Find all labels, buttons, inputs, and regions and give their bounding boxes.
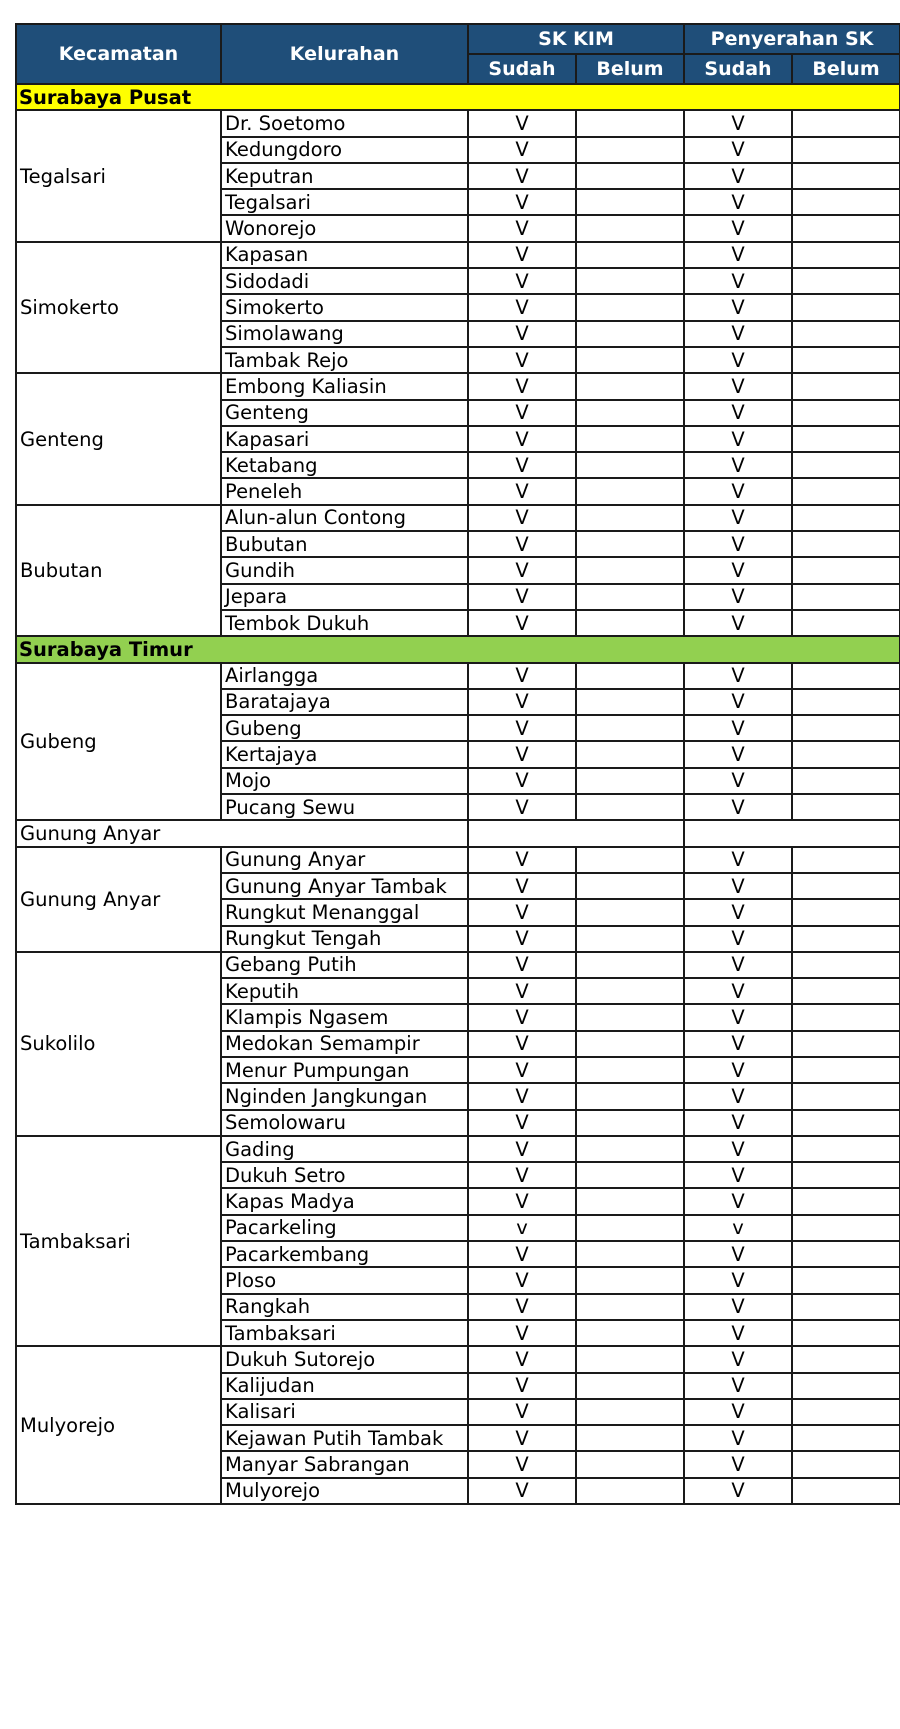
penyerahan-belum-cell (792, 1346, 900, 1372)
sk-kim-belum-cell (576, 400, 684, 426)
penyerahan-belum-cell (792, 1083, 900, 1109)
region-label: Surabaya Timur (16, 636, 900, 662)
sk-kim-sudah-cell: V (468, 1346, 576, 1372)
kelurahan-cell: Rangkah (221, 1294, 468, 1320)
penyerahan-sudah-cell: V (684, 847, 792, 873)
penyerahan-sudah-cell: V (684, 1478, 792, 1504)
sk-kim-belum-cell (576, 1057, 684, 1083)
penyerahan-belum-cell (792, 715, 900, 741)
sk-kim-sudah-cell: V (468, 847, 576, 873)
penyerahan-belum-cell (792, 137, 900, 163)
kelurahan-cell: Baratajaya (221, 689, 468, 715)
sk-kim-sudah-cell: V (468, 689, 576, 715)
sk-kim-sudah-cell: V (468, 242, 576, 268)
sk-kim-belum-cell (576, 531, 684, 557)
sk-kim-belum-cell (576, 978, 684, 1004)
sk-kim-belum-cell (576, 689, 684, 715)
table-row (16, 373, 900, 399)
penyerahan-belum-cell (792, 400, 900, 426)
sk-kim-sudah-cell: V (468, 347, 576, 373)
penyerahan-sudah-cell: V (684, 1188, 792, 1214)
sk-kim-sudah-cell: V (468, 321, 576, 347)
header-kecamatan: Kecamatan (16, 24, 221, 84)
sk-kim-belum-cell (576, 899, 684, 925)
kelurahan-cell: Pucang Sewu (221, 794, 468, 820)
header-sk-belum: Belum (576, 54, 684, 84)
sk-kim-sudah-cell: V (468, 899, 576, 925)
kecamatan-cell: Bubutan (16, 505, 221, 636)
empty-cell (684, 820, 900, 846)
penyerahan-sudah-cell: V (684, 505, 792, 531)
sk-kim-belum-cell (576, 1162, 684, 1188)
penyerahan-sudah-cell: V (684, 347, 792, 373)
sk-kim-belum-cell (576, 952, 684, 978)
kelurahan-cell: Kalisari (221, 1399, 468, 1425)
penyerahan-sudah-cell: V (684, 1294, 792, 1320)
penyerahan-sudah-cell: V (684, 452, 792, 478)
kelurahan-cell: Dr. Soetomo (221, 110, 468, 136)
sk-kim-sudah-cell: V (468, 1031, 576, 1057)
penyerahan-sudah-cell: V (684, 557, 792, 583)
sk-kim-belum-cell (576, 768, 684, 794)
header-kelurahan: Kelurahan (221, 24, 468, 84)
penyerahan-belum-cell (792, 1215, 900, 1241)
penyerahan-belum-cell (792, 1373, 900, 1399)
kelurahan-cell: Kertajaya (221, 741, 468, 767)
kelurahan-cell: Semolowaru (221, 1110, 468, 1136)
penyerahan-sudah-cell: V (684, 137, 792, 163)
penyerahan-belum-cell (792, 584, 900, 610)
penyerahan-belum-cell (792, 321, 900, 347)
penyerahan-belum-cell (792, 1162, 900, 1188)
sk-kim-belum-cell (576, 321, 684, 347)
kecamatan-cell: Gunung Anyar (16, 847, 221, 952)
sk-kim-belum-cell (576, 110, 684, 136)
penyerahan-belum-cell (792, 189, 900, 215)
region-label: Surabaya Pusat (16, 84, 900, 110)
table-row (16, 663, 900, 689)
sk-kim-sudah-cell: V (468, 978, 576, 1004)
penyerahan-sudah-cell: V (684, 110, 792, 136)
kecamatan-cell: Gunung Anyar (16, 820, 468, 846)
table-row (16, 110, 900, 136)
sk-kim-sudah-cell: V (468, 1110, 576, 1136)
sk-kim-sudah-cell: V (468, 1373, 576, 1399)
penyerahan-sudah-cell: V (684, 189, 792, 215)
penyerahan-belum-cell (792, 1004, 900, 1030)
sk-kim-sudah-cell: V (468, 1320, 576, 1346)
penyerahan-sudah-cell: V (684, 952, 792, 978)
kelurahan-cell: Gubeng (221, 715, 468, 741)
sk-kim-sudah-cell: V (468, 268, 576, 294)
penyerahan-sudah-cell: V (684, 1083, 792, 1109)
sk-kim-belum-cell (576, 1136, 684, 1162)
kecamatan-cell: Sukolilo (16, 952, 221, 1136)
sk-kim-sudah-cell: V (468, 1136, 576, 1162)
sk-kim-sudah-cell: V (468, 952, 576, 978)
kelurahan-cell: Kalijudan (221, 1373, 468, 1399)
kelurahan-cell: Nginden Jangkungan (221, 1083, 468, 1109)
sk-kim-sudah-cell: V (468, 373, 576, 399)
header-penyerahan-sudah: Sudah (684, 54, 792, 84)
kelurahan-cell: Simokerto (221, 294, 468, 320)
table-row (16, 820, 900, 846)
penyerahan-belum-cell (792, 242, 900, 268)
penyerahan-sudah-cell: V (684, 1451, 792, 1477)
sk-kim-belum-cell (576, 741, 684, 767)
penyerahan-belum-cell (792, 847, 900, 873)
sk-kim-sudah-cell: v (468, 1215, 576, 1241)
sk-kim-sudah-cell: V (468, 426, 576, 452)
penyerahan-sudah-cell: V (684, 242, 792, 268)
kelurahan-cell: Keputih (221, 978, 468, 1004)
penyerahan-sudah-cell: V (684, 1031, 792, 1057)
kelurahan-cell: Wonorejo (221, 215, 468, 241)
kelurahan-cell: Menur Pumpungan (221, 1057, 468, 1083)
penyerahan-belum-cell (792, 452, 900, 478)
table-row (16, 847, 900, 873)
kecamatan-cell: Mulyorejo (16, 1346, 221, 1504)
penyerahan-belum-cell (792, 1241, 900, 1267)
penyerahan-sudah-cell: V (684, 1110, 792, 1136)
kecamatan-cell: Tambaksari (16, 1136, 221, 1346)
sk-kim-sudah-cell: V (468, 584, 576, 610)
sk-kim-sudah-cell: V (468, 1399, 576, 1425)
kelurahan-cell: Jepara (221, 584, 468, 610)
header-penyerahan-sk: Penyerahan SK (684, 24, 900, 54)
kelurahan-cell: Sidodadi (221, 268, 468, 294)
sk-kim-sudah-cell: V (468, 294, 576, 320)
penyerahan-sudah-cell: V (684, 1399, 792, 1425)
sk-kim-belum-cell (576, 873, 684, 899)
penyerahan-sudah-cell: V (684, 899, 792, 925)
sk-kim-belum-cell (576, 715, 684, 741)
sk-kim-sudah-cell: V (468, 452, 576, 478)
penyerahan-sudah-cell: V (684, 873, 792, 899)
kelurahan-cell: Rungkut Tengah (221, 926, 468, 952)
kelurahan-cell: Pacarkeling (221, 1215, 468, 1241)
kecamatan-cell: Genteng (16, 373, 221, 504)
penyerahan-sudah-cell: V (684, 1373, 792, 1399)
kelurahan-cell: Gunung Anyar (221, 847, 468, 873)
kelurahan-cell: Ketabang (221, 452, 468, 478)
kelurahan-cell: Kedungdoro (221, 137, 468, 163)
sk-kim-sudah-cell: V (468, 715, 576, 741)
penyerahan-belum-cell (792, 899, 900, 925)
penyerahan-sudah-cell: V (684, 1241, 792, 1267)
table-row (16, 1346, 900, 1372)
kelurahan-cell: Gunung Anyar Tambak (221, 873, 468, 899)
penyerahan-belum-cell (792, 1136, 900, 1162)
sk-kim-belum-cell (576, 847, 684, 873)
sk-kim-belum-cell (576, 242, 684, 268)
kelurahan-cell: Tembok Dukuh (221, 610, 468, 636)
sk-kim-belum-cell (576, 1373, 684, 1399)
sk-kim-belum-cell (576, 1425, 684, 1451)
table-row (16, 1136, 900, 1162)
kelurahan-cell: Dukuh Sutorejo (221, 1346, 468, 1372)
sk-kim-belum-cell (576, 794, 684, 820)
sk-kim-sudah-cell: V (468, 1004, 576, 1030)
sk-kim-belum-cell (576, 1110, 684, 1136)
sk-kim-belum-cell (576, 584, 684, 610)
penyerahan-belum-cell (792, 294, 900, 320)
penyerahan-sudah-cell: V (684, 268, 792, 294)
status-table-sheet (15, 23, 899, 1725)
penyerahan-sudah-cell: V (684, 610, 792, 636)
kelurahan-cell: Simolawang (221, 321, 468, 347)
header-sk-kim: SK KIM (468, 24, 684, 54)
sk-kim-sudah-cell: V (468, 1241, 576, 1267)
penyerahan-belum-cell (792, 163, 900, 189)
sk-kim-belum-cell (576, 1451, 684, 1477)
penyerahan-sudah-cell: V (684, 1057, 792, 1083)
penyerahan-belum-cell (792, 478, 900, 504)
penyerahan-belum-cell (792, 1188, 900, 1214)
penyerahan-belum-cell (792, 610, 900, 636)
sk-kim-belum-cell (576, 1031, 684, 1057)
penyerahan-belum-cell (792, 1399, 900, 1425)
kelurahan-cell: Rungkut Menanggal (221, 899, 468, 925)
kelurahan-cell: Manyar Sabrangan (221, 1451, 468, 1477)
sk-kim-belum-cell (576, 663, 684, 689)
kelurahan-cell: Tegalsari (221, 189, 468, 215)
sk-kim-sudah-cell: V (468, 400, 576, 426)
penyerahan-sudah-cell: V (684, 584, 792, 610)
sk-kim-sudah-cell: V (468, 1294, 576, 1320)
sk-kim-belum-cell (576, 426, 684, 452)
penyerahan-belum-cell (792, 1110, 900, 1136)
penyerahan-belum-cell (792, 426, 900, 452)
sk-kim-sudah-cell: V (468, 531, 576, 557)
kelurahan-cell: Kejawan Putih Tambak (221, 1425, 468, 1451)
sk-kim-belum-cell (576, 478, 684, 504)
penyerahan-sudah-cell: V (684, 1162, 792, 1188)
kecamatan-cell: Simokerto (16, 242, 221, 373)
penyerahan-belum-cell (792, 1425, 900, 1451)
kelurahan-cell: Gading (221, 1136, 468, 1162)
sk-kim-belum-cell (576, 1004, 684, 1030)
sk-kim-belum-cell (576, 1478, 684, 1504)
sk-kim-sudah-cell: V (468, 137, 576, 163)
sk-kim-sudah-cell: V (468, 610, 576, 636)
sk-kim-belum-cell (576, 1320, 684, 1346)
sk-kim-belum-cell (576, 1294, 684, 1320)
penyerahan-belum-cell (792, 1478, 900, 1504)
penyerahan-belum-cell (792, 110, 900, 136)
penyerahan-belum-cell (792, 557, 900, 583)
sk-kim-sudah-cell: V (468, 741, 576, 767)
penyerahan-sudah-cell: V (684, 768, 792, 794)
penyerahan-sudah-cell: V (684, 741, 792, 767)
penyerahan-sudah-cell: V (684, 321, 792, 347)
penyerahan-belum-cell (792, 952, 900, 978)
sk-kim-belum-cell (576, 215, 684, 241)
kelurahan-cell: Dukuh Setro (221, 1162, 468, 1188)
penyerahan-belum-cell (792, 768, 900, 794)
penyerahan-belum-cell (792, 1057, 900, 1083)
kelurahan-cell: Ploso (221, 1267, 468, 1293)
sk-kim-sudah-cell: V (468, 768, 576, 794)
kelurahan-cell: Gundih (221, 557, 468, 583)
header-sk-sudah: Sudah (468, 54, 576, 84)
penyerahan-sudah-cell: V (684, 294, 792, 320)
penyerahan-sudah-cell: V (684, 1320, 792, 1346)
kelurahan-cell: Genteng (221, 400, 468, 426)
penyerahan-sudah-cell: V (684, 400, 792, 426)
sk-kim-sudah-cell: V (468, 1162, 576, 1188)
sk-kim-sudah-cell: V (468, 663, 576, 689)
penyerahan-sudah-cell: V (684, 1346, 792, 1372)
penyerahan-sudah-cell: V (684, 426, 792, 452)
empty-cell (468, 820, 684, 846)
sk-kim-belum-cell (576, 347, 684, 373)
sk-kim-sudah-cell: V (468, 1267, 576, 1293)
kecamatan-cell: Tegalsari (16, 110, 221, 241)
sk-kim-belum-cell (576, 1241, 684, 1267)
sk-kim-belum-cell (576, 557, 684, 583)
kecamatan-cell: Gubeng (16, 663, 221, 821)
penyerahan-belum-cell (792, 926, 900, 952)
sk-kim-sudah-cell: V (468, 189, 576, 215)
kelurahan-cell: Keputran (221, 163, 468, 189)
sk-kim-belum-cell (576, 163, 684, 189)
penyerahan-belum-cell (792, 347, 900, 373)
penyerahan-sudah-cell: V (684, 663, 792, 689)
kelurahan-cell: Embong Kaliasin (221, 373, 468, 399)
table-header (16, 24, 900, 84)
region-row (16, 84, 900, 110)
status-table (15, 23, 900, 1505)
sk-kim-belum-cell (576, 1083, 684, 1109)
sk-kim-sudah-cell: V (468, 1188, 576, 1214)
penyerahan-sudah-cell: V (684, 1425, 792, 1451)
penyerahan-belum-cell (792, 215, 900, 241)
kelurahan-cell: Klampis Ngasem (221, 1004, 468, 1030)
kelurahan-cell: Alun-alun Contong (221, 505, 468, 531)
sk-kim-belum-cell (576, 189, 684, 215)
penyerahan-belum-cell (792, 268, 900, 294)
kelurahan-cell: Kapasan (221, 242, 468, 268)
table-body (16, 84, 900, 1504)
kelurahan-cell: Kapas Madya (221, 1188, 468, 1214)
penyerahan-belum-cell (792, 373, 900, 399)
penyerahan-belum-cell (792, 1031, 900, 1057)
penyerahan-belum-cell (792, 663, 900, 689)
sk-kim-sudah-cell: V (468, 215, 576, 241)
sk-kim-belum-cell (576, 1188, 684, 1214)
penyerahan-sudah-cell: V (684, 794, 792, 820)
penyerahan-belum-cell (792, 741, 900, 767)
sk-kim-sudah-cell: V (468, 110, 576, 136)
region-row (16, 636, 900, 662)
penyerahan-sudah-cell: V (684, 1136, 792, 1162)
sk-kim-sudah-cell: V (468, 1083, 576, 1109)
header-penyerahan-belum: Belum (792, 54, 900, 84)
sk-kim-belum-cell (576, 294, 684, 320)
penyerahan-sudah-cell: V (684, 478, 792, 504)
kelurahan-cell: Tambaksari (221, 1320, 468, 1346)
kelurahan-cell: Bubutan (221, 531, 468, 557)
sk-kim-belum-cell (576, 926, 684, 952)
table-row (16, 952, 900, 978)
sk-kim-sudah-cell: V (468, 1451, 576, 1477)
penyerahan-belum-cell (792, 1451, 900, 1477)
penyerahan-belum-cell (792, 978, 900, 1004)
sk-kim-sudah-cell: V (468, 163, 576, 189)
penyerahan-belum-cell (792, 531, 900, 557)
sk-kim-belum-cell (576, 505, 684, 531)
sk-kim-sudah-cell: V (468, 478, 576, 504)
penyerahan-sudah-cell: V (684, 1004, 792, 1030)
sk-kim-belum-cell (576, 268, 684, 294)
penyerahan-belum-cell (792, 1320, 900, 1346)
penyerahan-sudah-cell: V (684, 1267, 792, 1293)
sk-kim-belum-cell (576, 1267, 684, 1293)
sk-kim-sudah-cell: V (468, 1425, 576, 1451)
kelurahan-cell: Mojo (221, 768, 468, 794)
sk-kim-belum-cell (576, 373, 684, 399)
sk-kim-sudah-cell: V (468, 873, 576, 899)
sk-kim-belum-cell (576, 610, 684, 636)
table-row (16, 242, 900, 268)
sk-kim-sudah-cell: V (468, 505, 576, 531)
penyerahan-belum-cell (792, 689, 900, 715)
penyerahan-sudah-cell: V (684, 531, 792, 557)
sk-kim-sudah-cell: V (468, 557, 576, 583)
sk-kim-belum-cell (576, 137, 684, 163)
sk-kim-belum-cell (576, 1399, 684, 1425)
penyerahan-belum-cell (792, 1294, 900, 1320)
penyerahan-sudah-cell: V (684, 215, 792, 241)
penyerahan-sudah-cell: V (684, 926, 792, 952)
penyerahan-sudah-cell: V (684, 163, 792, 189)
sk-kim-sudah-cell: V (468, 1478, 576, 1504)
kelurahan-cell: Airlangga (221, 663, 468, 689)
kelurahan-cell: Kapasari (221, 426, 468, 452)
kelurahan-cell: Pacarkembang (221, 1241, 468, 1267)
penyerahan-sudah-cell: V (684, 373, 792, 399)
kelurahan-cell: Gebang Putih (221, 952, 468, 978)
penyerahan-belum-cell (792, 1267, 900, 1293)
penyerahan-sudah-cell: V (684, 689, 792, 715)
kelurahan-cell: Tambak Rejo (221, 347, 468, 373)
sk-kim-sudah-cell: V (468, 794, 576, 820)
sk-kim-belum-cell (576, 452, 684, 478)
table-row (16, 505, 900, 531)
penyerahan-belum-cell (792, 873, 900, 899)
penyerahan-sudah-cell: V (684, 715, 792, 741)
sk-kim-belum-cell (576, 1346, 684, 1372)
kelurahan-cell: Medokan Semampir (221, 1031, 468, 1057)
penyerahan-belum-cell (792, 505, 900, 531)
sk-kim-sudah-cell: V (468, 926, 576, 952)
kelurahan-cell: Peneleh (221, 478, 468, 504)
sk-kim-sudah-cell: V (468, 1057, 576, 1083)
penyerahan-sudah-cell: v (684, 1215, 792, 1241)
penyerahan-sudah-cell: V (684, 978, 792, 1004)
penyerahan-belum-cell (792, 794, 900, 820)
sk-kim-belum-cell (576, 1215, 684, 1241)
kelurahan-cell: Mulyorejo (221, 1478, 468, 1504)
